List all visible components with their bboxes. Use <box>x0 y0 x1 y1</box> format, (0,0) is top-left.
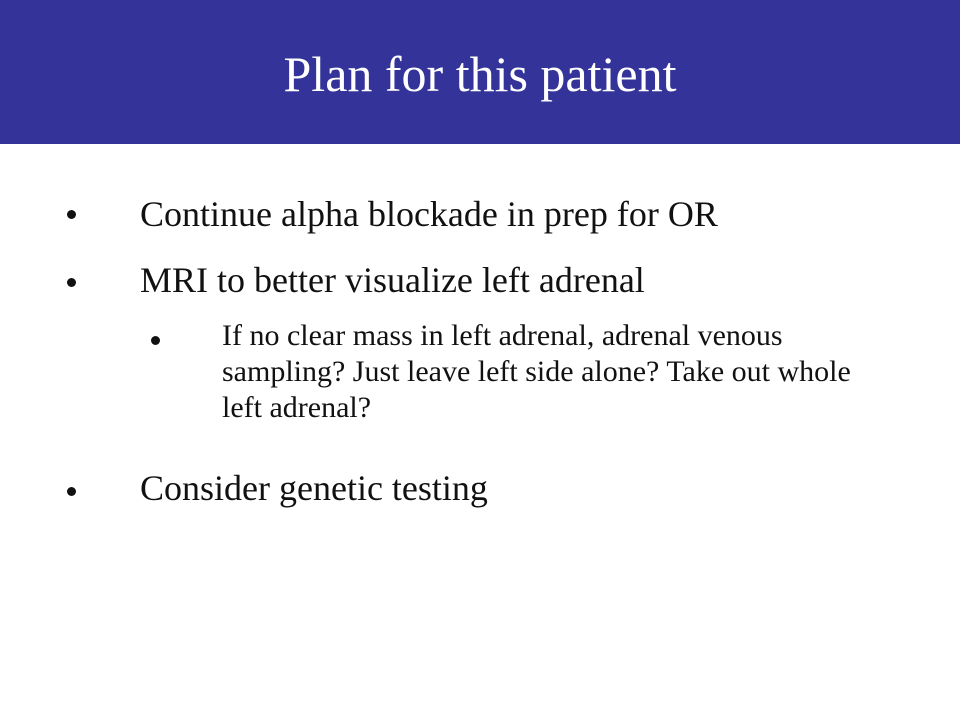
sub-bullet-text: If no clear mass in left adrenal, adrenal venous sampling? Just leave left side alone? Take out whole left adrenal? <box>222 319 851 424</box>
bullet-text: Continue alpha blockade in prep for OR <box>140 194 718 234</box>
bullet-dot-icon <box>67 278 76 287</box>
slide-title: Plan for this patient <box>283 46 677 102</box>
bullet-item-alpha-blockade <box>0 192 960 236</box>
bullet-item-genetic-testing <box>0 466 960 510</box>
bullet-text: MRI to better visualize left adrenal <box>140 260 645 300</box>
bullet-text: Consider genetic testing <box>140 468 488 508</box>
sub-bullet-item-adrenal-options <box>0 318 960 438</box>
bullet-dot-icon <box>151 336 160 345</box>
bullet-dot-icon <box>67 487 76 496</box>
bullet-dot-icon <box>67 210 76 219</box>
bullet-item-mri <box>0 258 960 302</box>
